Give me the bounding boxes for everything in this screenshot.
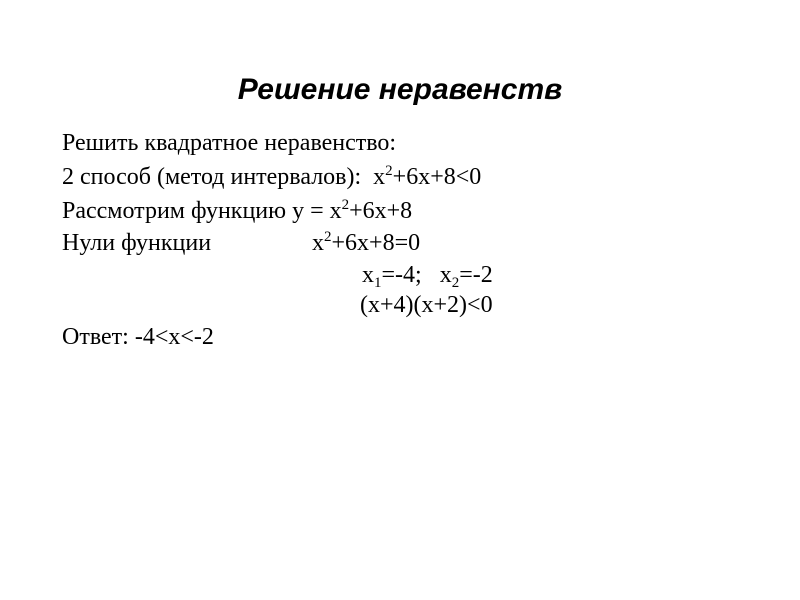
roots-line xyxy=(362,260,493,290)
method-line xyxy=(62,162,481,192)
root2-subscript: 2 xyxy=(451,275,460,291)
factored-inequality: (х+4)(х+2)<0 xyxy=(360,292,493,318)
function-line xyxy=(62,196,412,226)
exponent: 2 xyxy=(385,163,393,179)
method-suffix: +6х+8<0 xyxy=(392,164,482,190)
root2-value: =-2 xyxy=(459,262,493,288)
method-prefix: 2 способ (метод интервалов): х xyxy=(62,164,386,190)
zeros-equation xyxy=(312,228,420,258)
exponent: 2 xyxy=(341,197,350,213)
zeros-label: Нули функции xyxy=(62,230,212,256)
slide-title: Решение неравенств xyxy=(237,73,563,106)
root1-var: х xyxy=(362,262,374,288)
root1-subscript: 1 xyxy=(374,275,382,291)
task-statement: Решить квадратное неравенство: xyxy=(62,130,397,156)
equation-suffix: +6х+8=0 xyxy=(331,230,421,256)
function-prefix: Рассмотрим функцию у = х xyxy=(62,198,342,224)
exponent: 2 xyxy=(324,229,332,245)
root1-value: =-4; х xyxy=(381,262,452,288)
equation-prefix: х xyxy=(312,230,324,256)
function-suffix: +6х+8 xyxy=(349,198,413,224)
answer-line: Ответ: -4<х<-2 xyxy=(62,324,214,350)
